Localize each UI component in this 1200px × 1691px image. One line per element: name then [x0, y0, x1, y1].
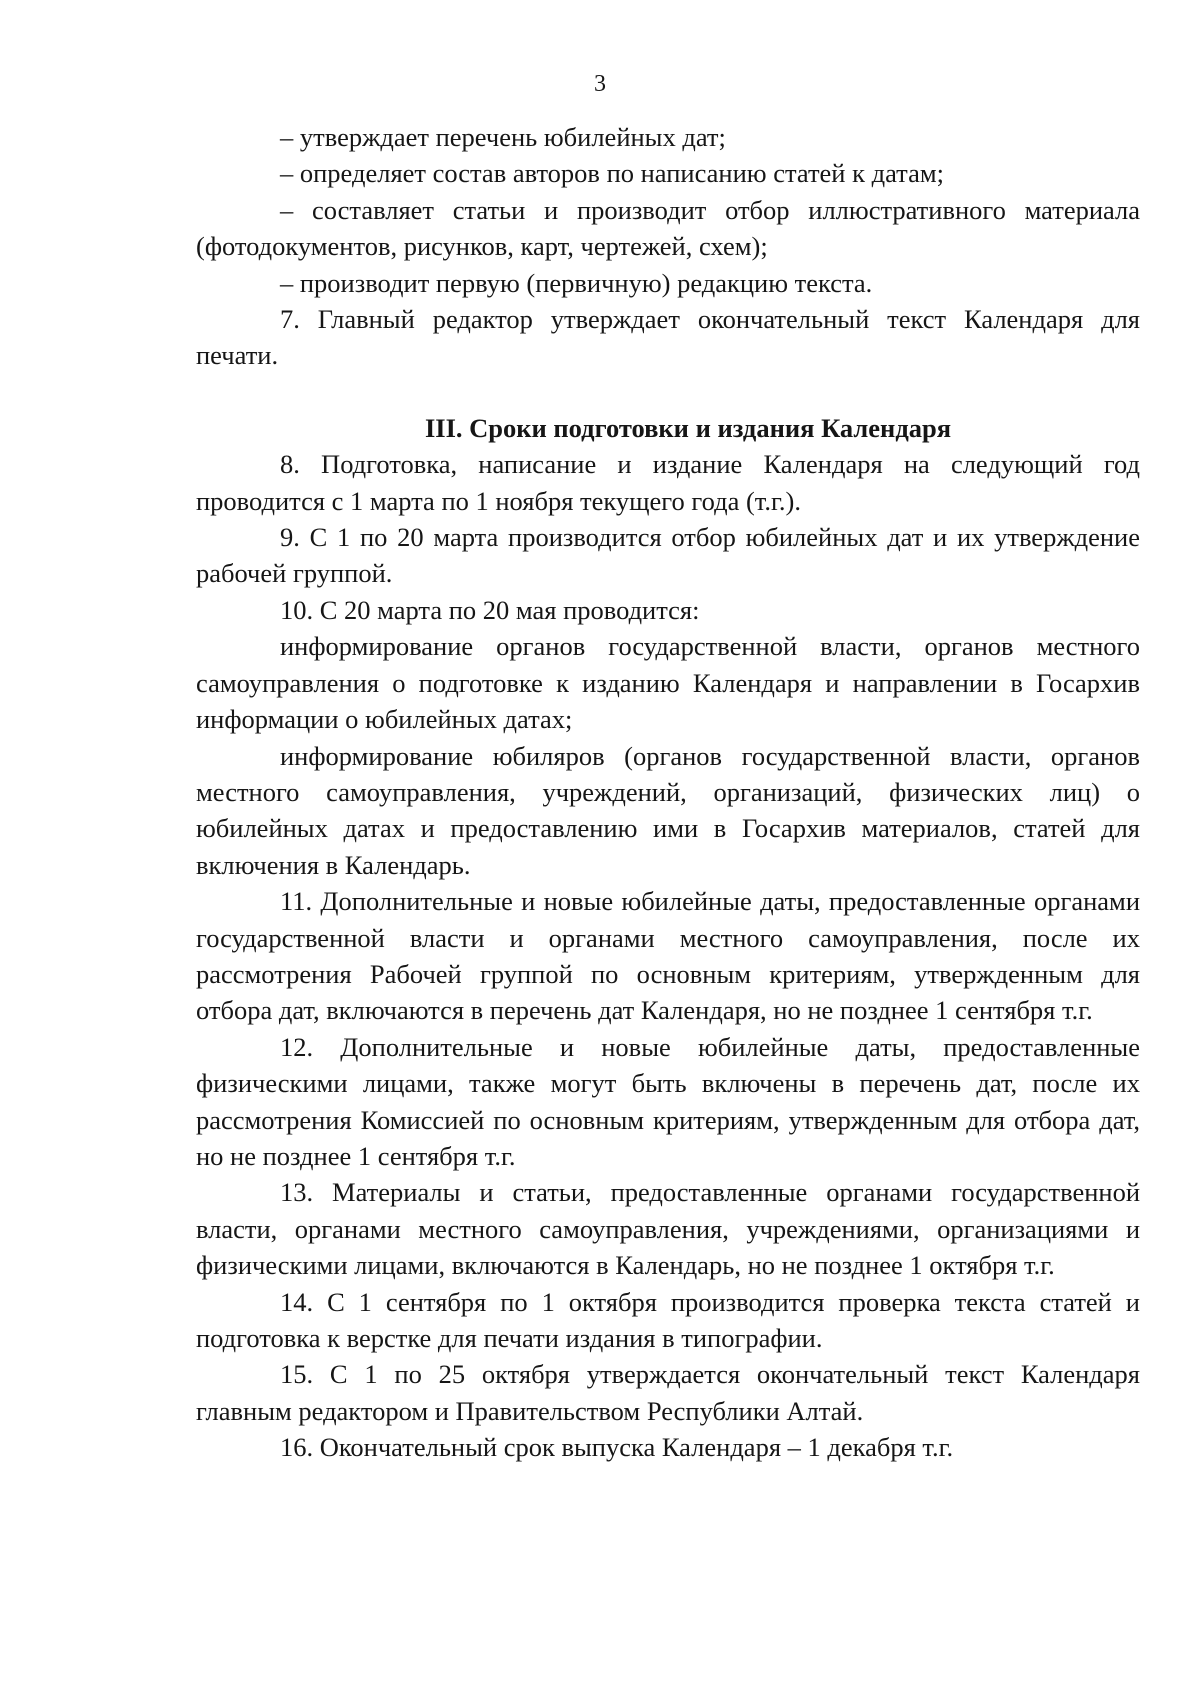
paragraph-item-10: 10. С 20 марта по 20 мая проводится:	[280, 594, 700, 625]
paragraph-item-12: 12. Дополнительные и новые юбилейные даты, предоставленные физическими лицами, также могут быть включены в перечень дат, после их рассмотрения Комиссией по основным критериям, утвержденным для отбора дат, но не позднее 1 сентября т.г.	[196, 1031, 1140, 1171]
paragraph-item-7: 7. Главный редактор утверждает окончательный текст Календаря для печати.	[196, 304, 1140, 371]
paragraph-item-9: 9. С 1 по 20 марта производится отбор юбилейных дат и их утверждение рабочей группой.	[196, 522, 1140, 589]
paragraph-item-8: 8. Подготовка, написание и издание Календаря на следующий год проводится с 1 марта по 1 ноября текущего года (т.г.).	[196, 449, 1140, 516]
paragraph-approves-dates: – утверждает перечень юбилейных дат;	[280, 122, 726, 152]
paragraph-item-16: 16. Окончательный срок выпуска Календаря – 1 декабря т.г.	[280, 1432, 954, 1463]
paragraph-item-10-a: информирование органов государственной власти, органов местного самоуправления о подготовке к изданию Календаря и направлении в Госархив информации о юбилейных датах;	[196, 631, 1140, 735]
page-number: 3	[594, 71, 606, 97]
paragraph-defines-authors: – определяет состав авторов по написанию статей к датам;	[280, 158, 944, 189]
paragraph-item-14: 14. С 1 сентября по 1 октября производится проверка текста статей и подготовка к верстке для печати издания в типографии.	[196, 1286, 1140, 1353]
paragraph-item-13: 13. Материалы и статьи, предоставленные органами государственной власти, органами местного самоуправления, учреждениями, организациями и физическими лицами, включаются в Календарь, но не позднее 1 октября т.г.	[196, 1177, 1140, 1281]
paragraph-item-15: 15. С 1 по 25 октября утверждается окончательный текст Календаря главным редактором и Правительством Республики Алтай.	[196, 1359, 1140, 1426]
paragraph-item-10-b: информирование юбиляров (органов государственной власти, органов местного самоуправления, учреждений, организаций, физических лиц) о юбилейных датах и предоставлению ими в Госархив материалов, статей для включения в Календарь.	[196, 740, 1140, 880]
section-title: III. Сроки подготовки и издания Календаря	[424, 412, 952, 443]
paragraph-composes-articles: – составляет статьи и производит отбор иллюстративного материала (фотодокументов, рисунков, карт, чертежей, схем);	[196, 194, 1140, 262]
paragraph-first-edit: – производит первую (первичную) редакцию текста.	[280, 267, 873, 298]
document-body	[196, 119, 1140, 1466]
paragraph-item-11: 11. Дополнительные и новые юбилейные даты, предоставленные органами государственной власти и органами местного самоуправления, после их рассмотрения Рабочей группой по основным критериям, утвержденным для отбора дат, включаются в перечень дат Календаря, но не позднее 1 сентября т.г.	[196, 886, 1140, 1026]
